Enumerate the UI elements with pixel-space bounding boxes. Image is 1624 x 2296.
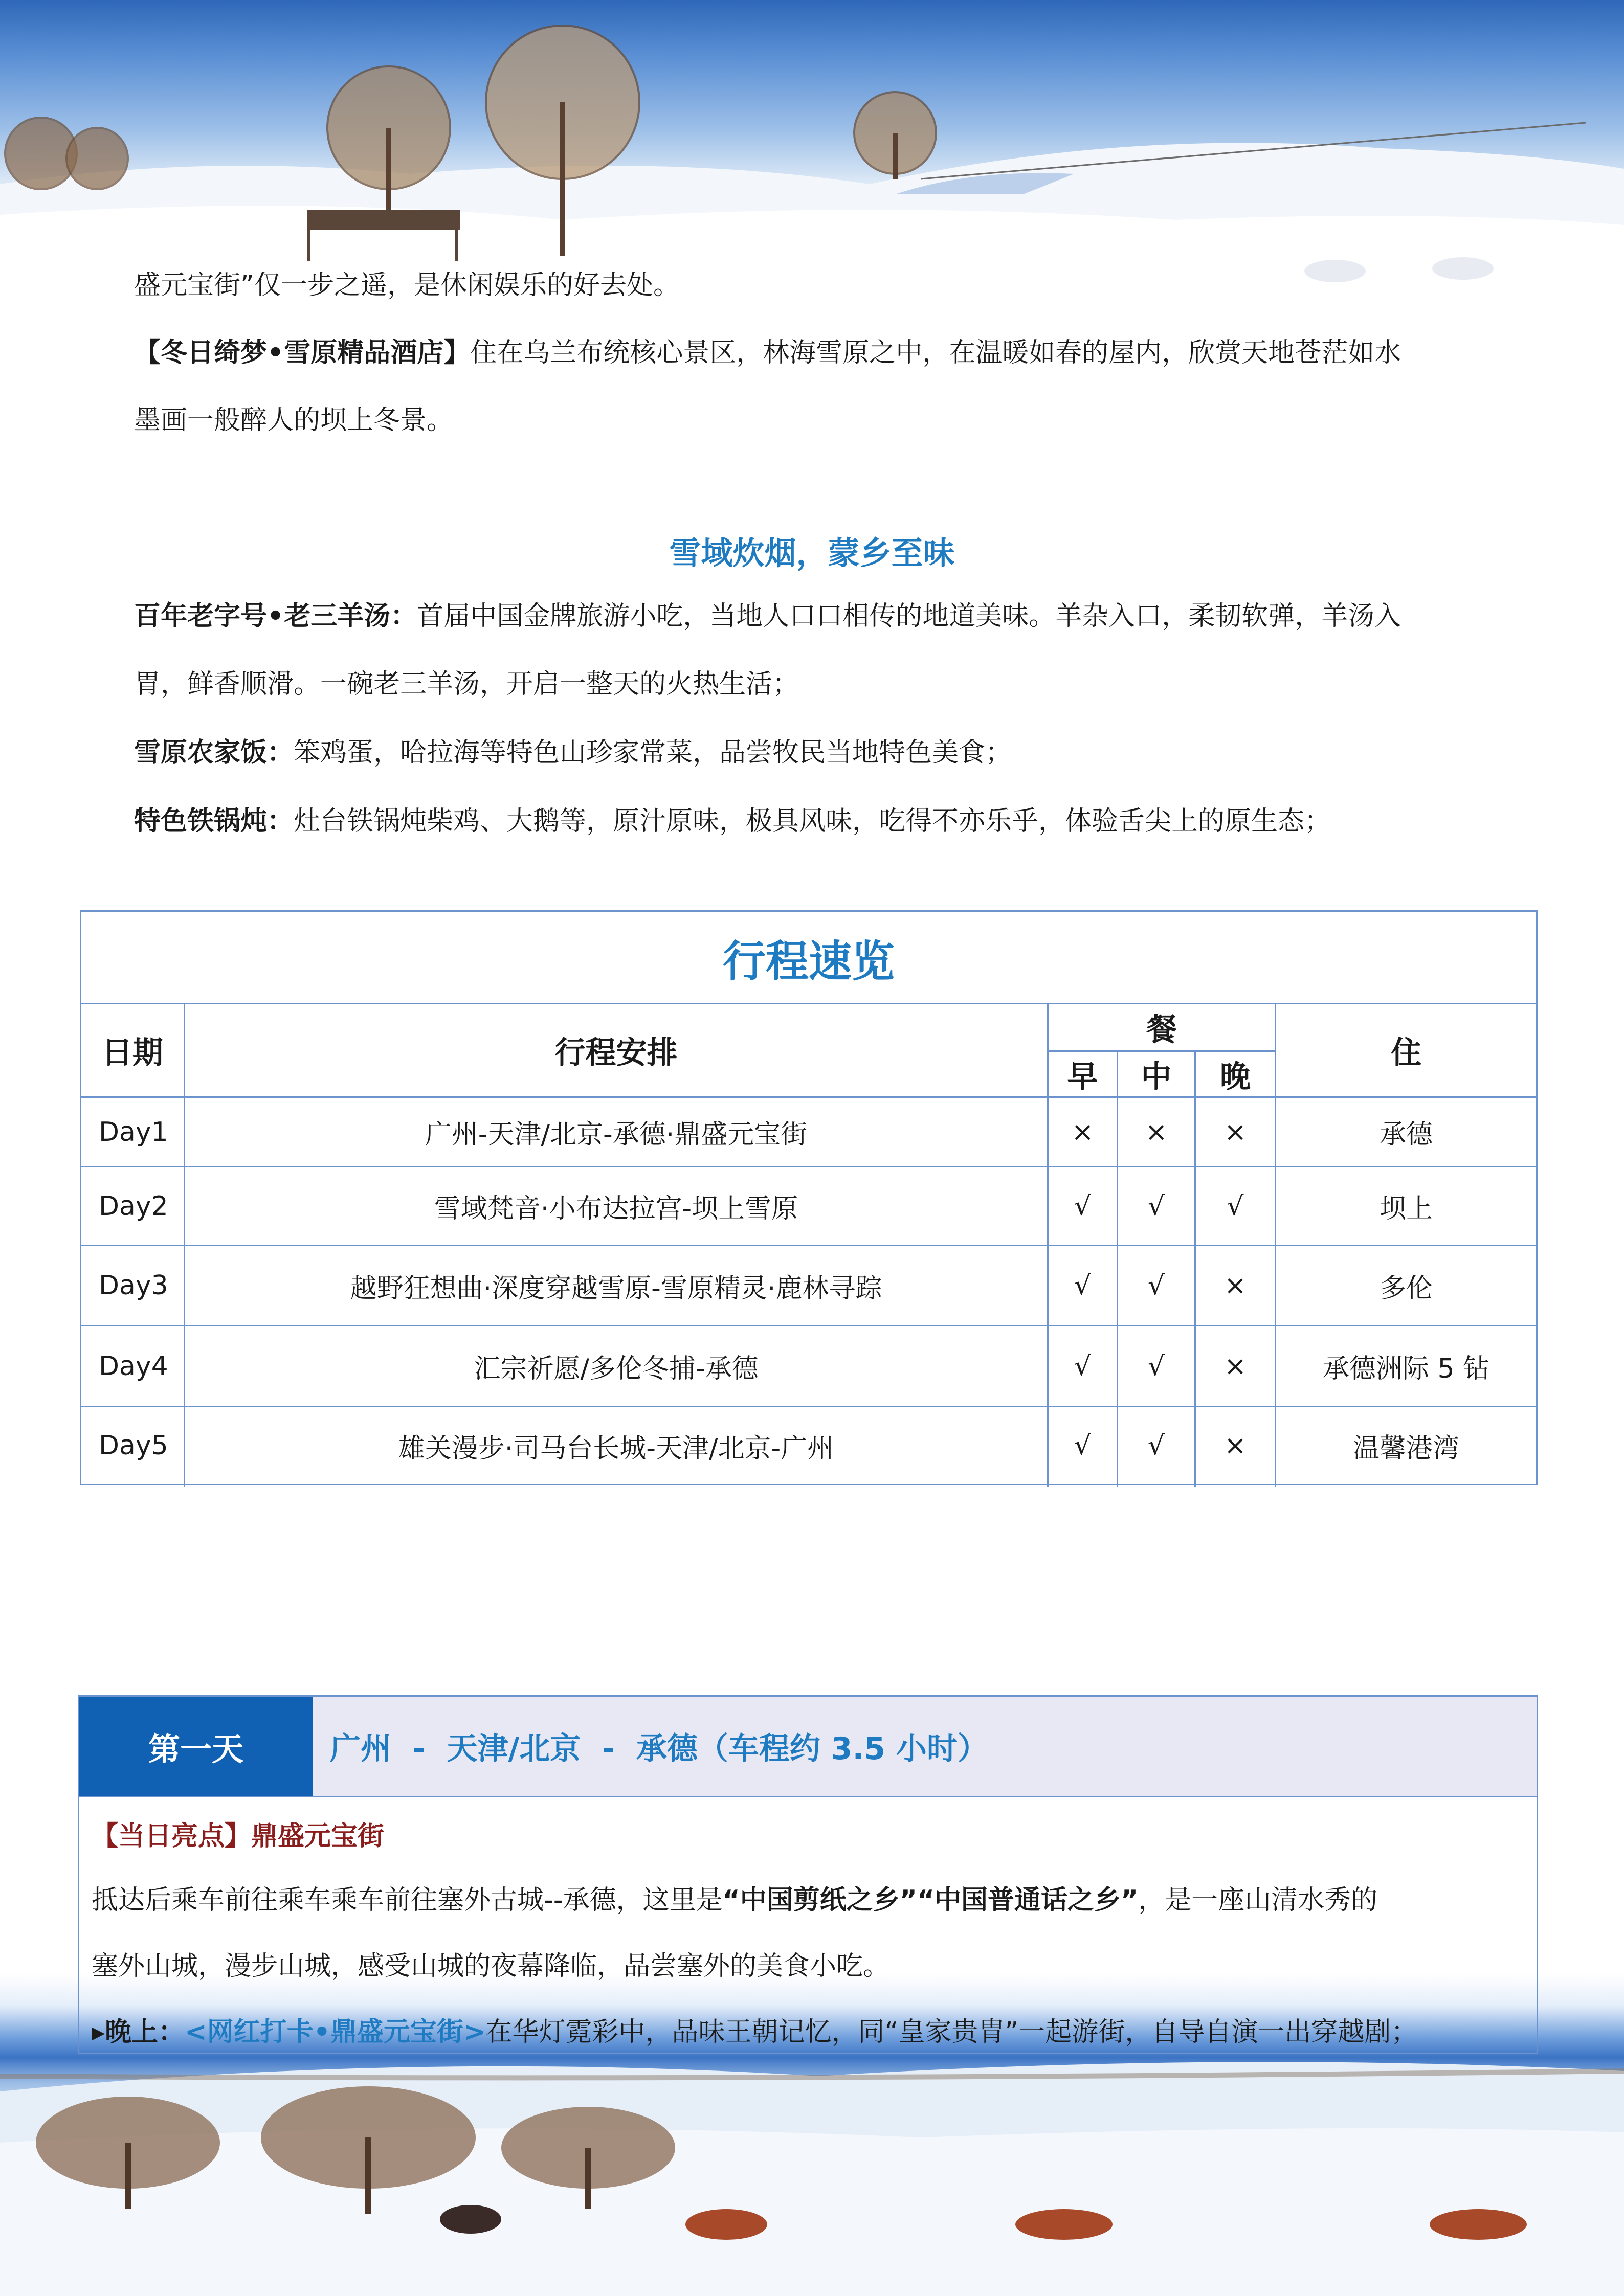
day1-evening-text: 在华灯霓彩中，品味王朝记忆，同“皇家贵胄”一起游街，自导自演一出穿越剧；	[485, 2017, 1418, 2047]
row-lunch: √	[1147, 1190, 1165, 1222]
food-item-1-line-2	[134, 669, 1505, 700]
food-item-2	[134, 737, 1505, 768]
header-stay: 住	[1391, 1035, 1421, 1071]
hotel-text-1: 住在乌兰布统核心景区，林海雪原之中，在温暖如春的屋内，欣赏天地苍茫如水	[470, 337, 1401, 368]
row-day: Day5	[99, 1430, 168, 1461]
day1-evening-label: 晚上：	[105, 2017, 185, 2047]
row-dinner: √	[1227, 1190, 1244, 1222]
day1-desc-text: ，是一座山清水秀的	[1138, 1885, 1378, 1916]
day1-highlight: 【当日亮点】鼎盛元宝街	[92, 1821, 385, 1852]
header-snow-landscape-image	[0, 0, 1624, 307]
food-item-text: 胃，鲜香顺滑。一碗老三羊汤，开启一整天的火热生活；	[134, 669, 799, 700]
row-dinner: ×	[1224, 1116, 1247, 1147]
hotel-paragraph-line-1	[134, 337, 1505, 368]
day1-header	[79, 1697, 1537, 1797]
row-stay: 承德洲际 5 钻	[1322, 1354, 1490, 1384]
food-item-name: 雪原农家饭：	[134, 737, 294, 768]
day1-evening-link[interactable]: <网红打卡•鼎盛元宝街>	[185, 2017, 486, 2047]
day1-desc-line-1	[92, 1878, 1524, 1917]
header-breakfast: 早	[1067, 1059, 1098, 1095]
row-breakfast: √	[1074, 1430, 1092, 1461]
row-lunch: √	[1147, 1350, 1165, 1382]
table-title: 行程速览	[722, 936, 895, 986]
day1-block	[78, 1695, 1538, 2054]
row-dinner: ×	[1224, 1430, 1247, 1461]
row-day: Day2	[99, 1190, 168, 1222]
header-dinner: 晚	[1220, 1059, 1251, 1095]
row-breakfast: √	[1074, 1350, 1092, 1382]
food-item-text: 灶台铁锅炖柴鸡、大鹅等，原汁原味，极具风味，吃得不亦乐乎，体验舌尖上的原生态；	[294, 806, 1331, 837]
day1-tab: 第一天	[79, 1697, 313, 1796]
row-plan: 雄关漫步·司马台长城-天津/北京-广州	[398, 1433, 834, 1464]
food-item-1-line-1	[134, 601, 1505, 632]
row-stay: 承德	[1379, 1119, 1433, 1150]
header-date: 日期	[102, 1035, 163, 1071]
day1-desc-text: 抵达后乘车前往乘车乘车前往塞外古城--承德，这里是	[92, 1885, 723, 1916]
row-plan: 雪域梵音·小布达拉宫-坝上雪原	[434, 1194, 798, 1224]
food-item-text: 首届中国金牌旅游小吃，当地人口口相传的地道美味。羊杂入口，柔韧软弹，羊汤入	[417, 601, 1401, 632]
triangle-right-icon: ▸	[92, 2017, 105, 2047]
food-item-name: 特色铁锅炖：	[134, 806, 294, 837]
intro-text: 盛元宝街”仅一步之遥，是休闲娱乐的好去处。	[134, 270, 680, 301]
row-breakfast: ×	[1071, 1116, 1094, 1147]
row-day: Day1	[99, 1116, 168, 1147]
hotel-text-2: 墨画一般醉人的坝上冬景。	[134, 405, 454, 436]
row-breakfast: √	[1074, 1270, 1092, 1301]
intro-line	[134, 270, 1505, 301]
food-item-text: 笨鸡蛋，哈拉海等特色山珍家常菜，品尝牧民当地特色美食；	[294, 737, 1012, 768]
day1-desc-bold: “中国剪纸之乡”“中国普通话之乡”	[722, 1885, 1139, 1916]
hotel-title: 【冬日绮梦•雪原精品酒店】	[134, 337, 471, 368]
food-item-name: 百年老字号•老三羊汤：	[134, 601, 417, 632]
food-section-title: 雪域炊烟，蒙乡至味	[669, 534, 955, 572]
header-meal: 餐	[1146, 1012, 1177, 1048]
row-day: Day3	[99, 1270, 168, 1301]
row-plan: 汇宗祈愿/多伦冬捕-承德	[474, 1354, 759, 1384]
row-stay: 温馨港湾	[1352, 1433, 1459, 1464]
row-dinner: ×	[1224, 1270, 1247, 1301]
row-lunch: ×	[1145, 1116, 1168, 1147]
row-day: Day4	[99, 1350, 168, 1382]
day1-evening-line	[92, 2010, 1524, 2049]
day1-route: 广州 - 天津/北京 - 承德（车程约 3.5 小时）	[330, 1731, 988, 1767]
header-plan: 行程安排	[554, 1035, 678, 1071]
row-breakfast: √	[1074, 1190, 1092, 1222]
day1-desc-line-2: 塞外山城，漫步山城，感受山城的夜幕降临，品尝塞外的美食小吃。	[92, 1951, 890, 1982]
row-stay: 坝上	[1379, 1194, 1433, 1224]
row-lunch: √	[1147, 1270, 1165, 1301]
hotel-paragraph-line-2	[134, 405, 1505, 436]
row-dinner: ×	[1224, 1350, 1247, 1382]
row-stay: 多伦	[1379, 1273, 1433, 1304]
row-plan: 越野狂想曲·深度穿越雪原-雪原精灵·鹿林寻踪	[350, 1273, 882, 1304]
row-lunch: √	[1147, 1430, 1165, 1461]
food-item-3	[134, 806, 1505, 837]
header-lunch: 中	[1141, 1059, 1172, 1095]
itinerary-overview-table	[80, 910, 1538, 1485]
row-plan: 广州-天津/北京-承德·鼎盛元宝街	[425, 1119, 808, 1150]
